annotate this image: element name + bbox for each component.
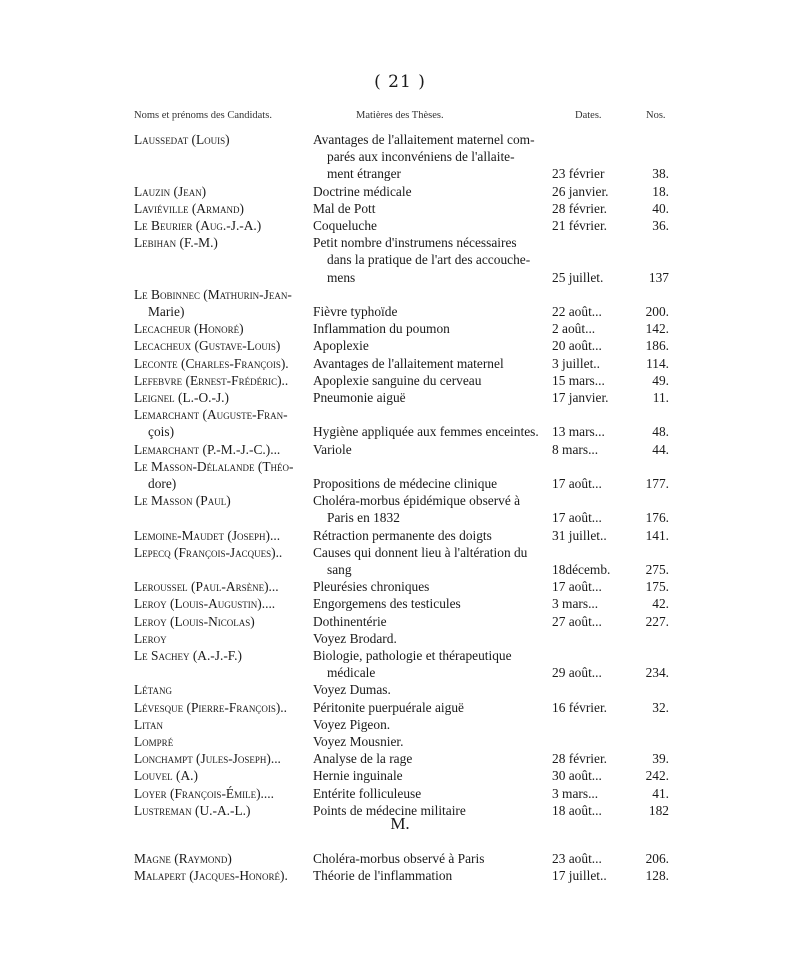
thesis-date: 22 août...	[552, 304, 602, 319]
header-dates: Dates.	[575, 110, 602, 121]
thesis-subject: Rétraction permanente des doigts	[313, 527, 492, 543]
candidate-name: Lecacheur (Honoré)	[134, 321, 244, 337]
thesis-subject: Inflammation du poumon	[313, 321, 450, 337]
thesis-date: 31 juillet..	[552, 527, 607, 543]
thesis-date: 2 août...	[552, 321, 596, 337]
candidate-name: Leroussel (Paul-Arsène)...	[134, 579, 279, 595]
thesis-subject: Fièvre typhoïde	[313, 304, 398, 319]
candidate-name: Lonchampt (Jules-Joseph)...	[134, 751, 281, 767]
candidate-name: Lemoine-Maudet (Joseph)...	[134, 527, 281, 543]
thesis-subject: Propositions de médecine clinique	[313, 476, 498, 491]
thesis-subject: parés aux inconvéniens de l'allaite-	[327, 149, 515, 165]
thesis-number: 41.	[652, 785, 669, 801]
thesis-subject: Voyez Brodard.	[313, 630, 397, 646]
candidate-name: Laussedat (Louis)	[134, 132, 230, 147]
thesis-subject: Coqueluche	[313, 218, 377, 233]
thesis-number: 275.	[645, 562, 669, 577]
candidate-name: Le Masson-Délalande (Théo-	[134, 458, 294, 474]
thesis-number: 32.	[652, 699, 669, 715]
thesis-subject: Causes qui donnent lieu à l'altération du	[313, 544, 528, 560]
thesis-subject: Variole	[313, 441, 352, 457]
thesis-date: 17 janvier.	[552, 390, 609, 405]
thesis-date: 20 août...	[552, 338, 602, 354]
thesis-number: 175.	[645, 579, 669, 595]
thesis-date: 23 février	[552, 166, 605, 182]
thesis-number: 142.	[645, 321, 669, 337]
thesis-date: 25 juillet.	[552, 269, 604, 285]
thesis-subject: Dothinentérie	[313, 613, 387, 629]
thesis-date: 16 février.	[552, 699, 608, 715]
thesis-subject: Voyez Mousnier.	[313, 734, 404, 749]
candidate-name: Leroy (Louis-Nicolas)	[134, 613, 255, 629]
thesis-subject: Hernie inguinale	[313, 768, 403, 784]
candidate-name: Magne (Raymond)	[134, 851, 232, 866]
candidate-name: Lecacheux (Gustave-Louis)	[134, 338, 281, 354]
candidate-name: Le Beurier (Aug.-J.-A.)	[134, 218, 262, 233]
header-candidates: Noms et prénoms des Candidats.	[134, 110, 272, 121]
candidate-name: Lustreman (U.-A.-L.)	[134, 802, 251, 818]
candidate-name: Louvel (A.)	[134, 768, 198, 784]
thesis-date: 8 mars...	[552, 441, 599, 457]
thesis-subject: Analyse de la rage	[313, 751, 413, 767]
thesis-subject: Péritonite puerpuérale aiguë	[313, 699, 464, 715]
thesis-number: 176.	[645, 510, 669, 526]
candidate-name: Lemarchant (P.-M.-J.-C.)...	[134, 441, 281, 457]
thesis-number: 38.	[652, 166, 669, 182]
thesis-subject: Choléra-morbus observé à Paris	[313, 851, 485, 866]
thesis-number: 40.	[652, 200, 669, 216]
thesis-subject: Avantages de l'allaitement maternel	[313, 355, 504, 371]
thesis-date: 3 mars...	[552, 596, 599, 612]
candidate-name: Litan	[134, 716, 163, 732]
candidate-name-continued: dore)	[148, 476, 177, 491]
thesis-subject: Doctrine médicale	[313, 183, 412, 199]
thesis-number: 36.	[652, 218, 669, 233]
thesis-subject: sang	[327, 562, 352, 577]
header-subjects: Matières des Thèses.	[356, 110, 444, 121]
thesis-subject: médicale	[327, 665, 376, 681]
thesis-date: 18 août...	[552, 802, 602, 818]
thesis-subject: Voyez Dumas.	[313, 682, 391, 698]
candidate-name: Leconte (Charles-François).	[134, 355, 289, 371]
thesis-date: 13 mars...	[552, 424, 605, 440]
candidate-name: Le Masson (Paul)	[134, 493, 231, 509]
thesis-number: 242.	[645, 768, 669, 784]
thesis-subject: mens	[327, 269, 356, 285]
thesis-subject: Théorie de l'inflammation	[313, 868, 453, 884]
thesis-number: 39.	[652, 751, 669, 767]
candidate-name-continued: Marie)	[148, 304, 185, 319]
thesis-subject: Pleurésies chroniques	[313, 579, 430, 595]
thesis-date: 26 janvier.	[552, 183, 609, 199]
thesis-date: 28 février.	[552, 200, 608, 216]
candidate-name: Le Sachey (A.-J.-F.)	[134, 648, 242, 663]
thesis-subject: Petit nombre d'instrumens nécessaires	[313, 235, 517, 251]
thesis-number: 11.	[652, 390, 669, 405]
candidate-name: Létang	[134, 682, 172, 698]
candidate-name: Leroy (Louis-Augustin)....	[134, 596, 276, 612]
thesis-number: 137	[648, 269, 669, 285]
candidate-name: Lompré	[134, 734, 174, 749]
candidate-name: Laviéville (Armand)	[134, 200, 244, 216]
thesis-subject: Entérite folliculeuse	[313, 785, 422, 801]
thesis-subject: Apoplexie sanguine du cerveau	[313, 372, 482, 388]
thesis-date: 21 février.	[552, 218, 608, 233]
candidate-name-continued: çois)	[148, 424, 175, 440]
candidate-name: Lauzin (Jean)	[134, 183, 207, 199]
thesis-subject: Choléra-morbus épidémique observé à	[313, 493, 521, 509]
thesis-number: 114.	[646, 355, 669, 371]
thesis-subject: ment étranger	[327, 166, 401, 182]
thesis-date: 17 août...	[552, 476, 602, 491]
thesis-date: 29 août...	[552, 665, 602, 681]
thesis-subject: Voyez Pigeon.	[313, 716, 391, 732]
candidate-name: Leignel (L.-O.-J.)	[134, 390, 229, 405]
thesis-number: 234.	[645, 665, 669, 681]
thesis-number: 227.	[645, 613, 669, 629]
candidate-name: Leroy	[134, 630, 167, 646]
thesis-number: 206.	[645, 851, 669, 866]
thesis-date: 30 août...	[552, 768, 602, 784]
candidate-name: Lepecq (François-Jacques)..	[134, 544, 283, 560]
candidate-name: Lévesque (Pierre-François)..	[134, 699, 287, 715]
thesis-date: 17 août...	[552, 579, 602, 595]
thesis-number: 141.	[645, 527, 669, 543]
thesis-date: 3 mars...	[552, 785, 599, 801]
section-letter: M.	[390, 814, 410, 833]
candidate-name: Lebihan (F.-M.)	[134, 235, 218, 251]
thesis-number: 42.	[652, 596, 669, 612]
thesis-date: 17 août...	[552, 510, 602, 526]
header-numbers: Nos.	[646, 110, 666, 121]
thesis-date: 23 août...	[552, 851, 602, 866]
thesis-date: 18décemb.	[552, 562, 611, 577]
thesis-number: 44.	[652, 441, 669, 457]
candidate-name: Loyer (François-Émile)....	[134, 785, 274, 801]
thesis-number: 177.	[645, 476, 669, 491]
candidate-name: Malapert (Jacques-Honoré).	[134, 868, 288, 884]
thesis-subject: dans la pratique de l'art des accouche-	[327, 252, 531, 268]
thesis-number: 200.	[645, 304, 669, 319]
thesis-date: 3 juillet..	[552, 355, 600, 371]
thesis-number: 186.	[645, 338, 669, 354]
thesis-number: 48.	[652, 424, 669, 440]
thesis-subject: Paris en 1832	[327, 510, 400, 526]
thesis-subject: Engorgemens des testicules	[313, 596, 461, 612]
candidate-name: Lemarchant (Auguste-Fran-	[134, 407, 288, 423]
thesis-subject: Apoplexie	[313, 338, 369, 354]
candidate-name: Le Bobinnec (Mathurin-Jean-	[134, 286, 292, 302]
thesis-subject: Mal de Pott	[313, 200, 376, 216]
candidate-name: Lefebvre (Ernest-Frédéric)..	[134, 372, 289, 388]
thesis-subject: Hygiène appliquée aux femmes enceintes.	[313, 424, 539, 440]
thesis-number: 18.	[652, 183, 669, 199]
thesis-date: 27 août...	[552, 613, 602, 629]
thesis-date: 15 mars...	[552, 372, 605, 388]
thesis-number: 182	[648, 802, 669, 818]
thesis-subject: Points de médecine militaire	[313, 802, 466, 818]
thesis-number: 49.	[652, 372, 669, 388]
thesis-date: 17 juillet..	[552, 868, 607, 884]
thesis-subject: Pneumonie aiguë	[313, 390, 406, 405]
thesis-subject: Avantages de l'allaitement maternel com-	[313, 132, 535, 147]
thesis-number: 128.	[645, 868, 669, 884]
thesis-date: 28 février.	[552, 751, 608, 767]
page-number: ( 21 )	[374, 72, 426, 92]
thesis-subject: Biologie, pathologie et thérapeutique	[313, 648, 512, 663]
